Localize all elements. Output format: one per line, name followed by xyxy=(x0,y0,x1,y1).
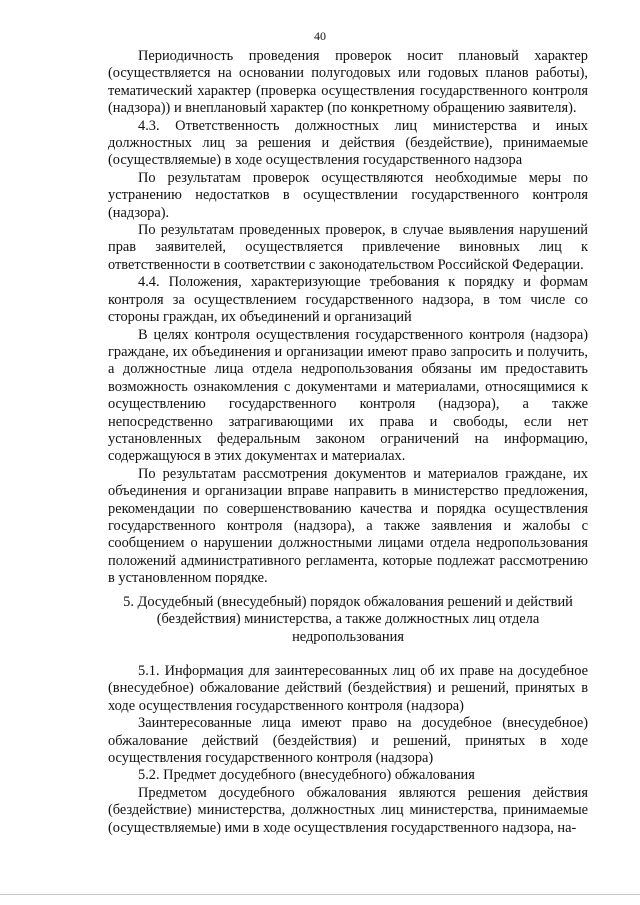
paragraph-citizen-control: В целях контроля осуществления государственного контроля (надзора) граждане, их объединения и организации имеют право запросить и получить, а должностные лица отдела недропользования обязаны им предоставить возможность ознакомления с документами и материалами, относящимися к осуществлению государственного контроля (надзора), а также непосредственно затрагивающими их права и свободы, если нет установленных федеральным законом ограничений на информацию, содержащуюся в этих документах и материалах. xyxy=(108,326,588,465)
text-block-bottom xyxy=(108,663,588,837)
paragraph-section-4-3-heading: 4.3. Ответственность должностных лиц министерства и иных должностных лиц за решения и действия (бездействие), принимаемые (осуществляемые) в ходе осуществления государственного надзора xyxy=(108,117,588,169)
paragraph-inspection-measures: По результатам проверок осуществляются необходимые меры по устранению недостатков в осуществлении государственного контроля (надзора). xyxy=(108,169,588,221)
paragraph-citizen-proposals: По результатам рассмотрения документов и материалов граждане, их объединения и организации вправе направить в министерство предложения, рекомендации по совершенствованию качества и порядка осуществления государственного контроля (надзора), а также заявления и жалобы с сообщением о нарушении должностными лицами отдела недропользования положений административного регламента, которые подлежат рассмотрению в установленном порядке. xyxy=(108,465,588,587)
section-5-heading: 5. Досудебный (внесудебный) порядок обжалования решений и действий (бездействия) министерства, а также должностных лиц отдела недропользования xyxy=(123,594,573,645)
paragraph-section-4-4-heading: 4.4. Положения, характеризующие требования к порядку и формам контроля за осуществлением государственного надзора, в том числе со стороны граждан, их объединений и организаций xyxy=(108,274,588,326)
paragraph-appeal-right: Заинтересованные лица имеют право на досудебное (внесудебное) обжалование действий (бездействия) и решений, принятых в ходе осуществления государственного контроля (надзора) xyxy=(108,715,588,767)
page-number: 40 xyxy=(314,29,326,43)
paragraph-liability: По результатам проведенных проверок, в случае выявления нарушений прав заявителей, осуществляется привлечение виновных лиц к ответственности в соответствии с законодательством Российской Федерации. xyxy=(108,222,588,273)
page-bottom-edge xyxy=(0,894,640,895)
paragraph-periodicity: Периодичность проведения проверок носит плановый характер (осуществляется на основании полугодовых или годовых планов работы), тематический характер (проверка осуществления государственного контроля (надзора)) и внеплановый характер (по конкретному обращению заявителя). xyxy=(108,48,588,117)
paragraph-section-5-2-heading: 5.2. Предмет досудебного (внесудебного) обжалования xyxy=(138,767,475,784)
text-block-top xyxy=(108,48,588,588)
paragraph-appeal-subject: Предметом досудебного обжалования являются решения действия (бездействие) министерства, должностных лиц министерства, принимаемые (осуществляемые) ими в ходе осуществления государственного надзора, на- xyxy=(108,784,588,836)
paragraph-section-5-1-heading: 5.1. Информация для заинтересованных лиц об их праве на досудебное (внесудебное) обжалование действий (бездействия) и решений, принятых в ходе осуществления государственного контроля (надзора) xyxy=(108,663,588,714)
